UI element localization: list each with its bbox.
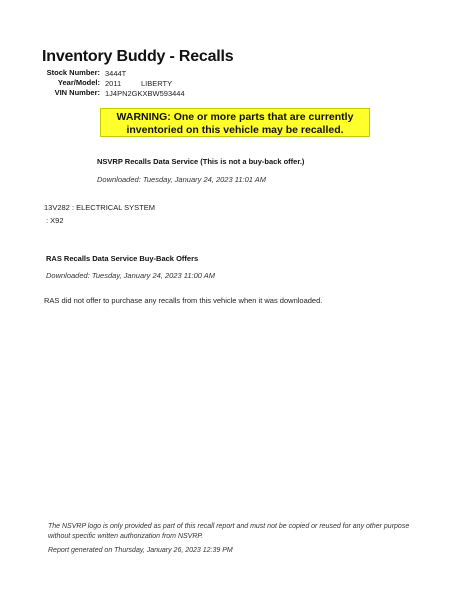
recall-sub: : X92 bbox=[46, 216, 64, 225]
stock-number-label: Stock Number: bbox=[46, 68, 100, 77]
recall-code: 13V282 : ELECTRICAL SYSTEM bbox=[44, 203, 156, 212]
year-model-label: Year/Model: bbox=[57, 78, 100, 87]
warning-line-1: WARNING: One or more parts that are currently bbox=[116, 111, 354, 123]
stock-number-value: 3444T bbox=[105, 69, 127, 78]
year-value: 2011 bbox=[105, 79, 122, 88]
vin-number-value: 1J4PN2GKXBW593444 bbox=[105, 89, 185, 98]
ras-heading: RAS Recalls Data Service Buy-Back Offers bbox=[46, 254, 199, 263]
page-title: Inventory Buddy - Recalls bbox=[42, 48, 234, 65]
warning-banner bbox=[100, 108, 370, 137]
nsvrp-downloaded: Downloaded: Tuesday, January 24, 2023 11:01 AM bbox=[97, 175, 266, 184]
ras-message: RAS did not offer to purchase any recalls from this vehicle when it was downloaded. bbox=[44, 296, 323, 305]
vin-number-label: VIN Number: bbox=[54, 88, 100, 97]
footer-disclaimer: The NSVRP logo is only provided as part of this recall report and must not be copied or reused for any other purpose without specific written authorization from NSVRP. bbox=[48, 523, 410, 540]
nsvrp-heading: NSVRP Recalls Data Service (This is not a buy-back offer.) bbox=[97, 157, 305, 166]
model-value: LIBERTY bbox=[141, 79, 173, 88]
report-generated: Report generated on Thursday, January 26, 2023 12:39 PM bbox=[48, 547, 233, 554]
ras-downloaded: Downloaded: Tuesday, January 24, 2023 11:00 AM bbox=[46, 271, 215, 280]
warning-line-2: inventoried on this vehicle may be recalled. bbox=[126, 124, 344, 136]
